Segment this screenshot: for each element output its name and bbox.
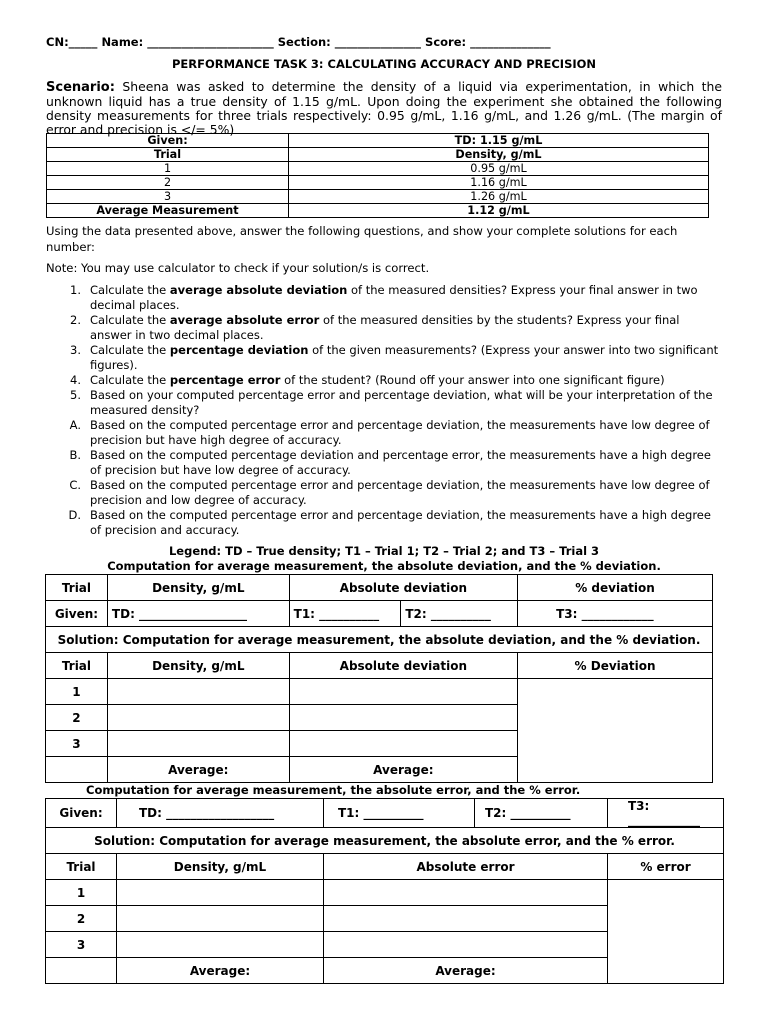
list-item: A. Based on the computed percentage error and percentage deviation, the measurements have low degree of precision but have high degree of accuracy. bbox=[69, 418, 710, 447]
table-row bbox=[46, 653, 713, 679]
deviation-caption: Computation for average measurement, the absolute deviation, and the % deviation. bbox=[107, 559, 661, 573]
list-item: 5. Based on your computed percentage error and percentage deviation, what will be your interpretation of the measured density? bbox=[70, 388, 713, 417]
header-density: Density, g/mL bbox=[107, 653, 289, 679]
average-label: Average: bbox=[117, 958, 324, 984]
table-row bbox=[47, 190, 709, 204]
trial-cell: 3 bbox=[47, 190, 289, 204]
table-row bbox=[46, 601, 713, 627]
table-row bbox=[47, 162, 709, 176]
header-pct-deviation: % Deviation bbox=[518, 653, 713, 679]
t3-field[interactable]: T3: ____________ bbox=[608, 799, 724, 828]
trial-cell: 1 bbox=[46, 880, 117, 906]
abs-deviation-input[interactable] bbox=[289, 731, 517, 757]
density-input[interactable] bbox=[107, 705, 289, 731]
legend: Legend: TD – True density; T1 – Trial 1; T2 – Trial 2; and T3 – Trial 3 bbox=[168, 544, 600, 558]
density-input[interactable] bbox=[107, 679, 289, 705]
list-item: C. Based on the computed percentage error and percentage deviation, the measurements have low degree of precision and low degree of accuracy. bbox=[69, 478, 710, 507]
table-row bbox=[46, 627, 713, 653]
scenario-text: Sheena was asked to determine the density of a liquid via experimentation, in which the unknown liquid has a true density of 1.15 g/mL. Upon doing the experiment she obtained the following density measurements for three trials respectively: 0.95 g/mL, 1.16 g/mL, and 1.26 g/mL. (The margin of error and precision is </= 5%) bbox=[46, 79, 722, 137]
given-label: Given: bbox=[46, 799, 117, 828]
t2-field[interactable]: T2: __________ bbox=[401, 601, 518, 627]
density-input[interactable] bbox=[117, 932, 324, 958]
density-input[interactable] bbox=[117, 880, 324, 906]
average-label: Average: bbox=[289, 757, 517, 783]
table-row bbox=[46, 880, 724, 906]
score-field[interactable]: Score: ______________ bbox=[425, 35, 551, 49]
pct-error-input[interactable] bbox=[608, 880, 724, 984]
td-field[interactable]: TD: __________________ bbox=[107, 601, 289, 627]
abs-error-input[interactable] bbox=[324, 880, 608, 906]
avg-value: 1.12 g/mL bbox=[289, 204, 709, 218]
td-field[interactable]: TD: __________________ bbox=[117, 799, 324, 828]
trial-cell: 1 bbox=[47, 162, 289, 176]
table-row bbox=[46, 854, 724, 880]
scenario bbox=[46, 80, 722, 137]
pct-deviation-input[interactable] bbox=[518, 679, 713, 783]
solution-heading: Solution: Computation for average measurement, the absolute deviation, and the % deviation. bbox=[46, 627, 713, 653]
header-trial: Trial bbox=[46, 653, 108, 679]
abs-deviation-input[interactable] bbox=[289, 679, 517, 705]
list-item: 3. Calculate the percentage deviation of the given measurements? (Express your answer into two significant figures). bbox=[70, 343, 719, 372]
trial-cell: 1 bbox=[46, 679, 108, 705]
list-item: 4. Calculate the percentage error of the student? (Round off your answer into one significant figure) bbox=[70, 373, 665, 387]
note: Note: You may use calculator to check if your solution/s is correct. bbox=[46, 261, 430, 275]
header-abs-deviation: Absolute deviation bbox=[289, 575, 517, 601]
header-abs-deviation: Absolute deviation bbox=[289, 653, 517, 679]
table-row bbox=[46, 575, 713, 601]
abs-error-input[interactable] bbox=[324, 906, 608, 932]
given-label: Given: bbox=[46, 601, 108, 627]
average-label: Average: bbox=[324, 958, 608, 984]
deviation-table bbox=[45, 574, 713, 783]
header-trial: Trial bbox=[46, 854, 117, 880]
list-item: B. Based on the computed percentage deviation and percentage error, the measurements have a high degree of precision but have low degree of accuracy. bbox=[69, 448, 711, 477]
header-abs-error: Absolute error bbox=[324, 854, 608, 880]
trial-cell: 2 bbox=[47, 176, 289, 190]
table-row bbox=[46, 828, 724, 854]
question-list bbox=[46, 283, 722, 538]
density-cell: 0.95 g/mL bbox=[289, 162, 709, 176]
table-row bbox=[47, 176, 709, 190]
table-row bbox=[47, 204, 709, 218]
header-pct-error: % error bbox=[608, 854, 724, 880]
abs-deviation-input[interactable] bbox=[289, 705, 517, 731]
trial-cell: 2 bbox=[46, 906, 117, 932]
given-label: Given: bbox=[47, 134, 289, 148]
density-input[interactable] bbox=[107, 731, 289, 757]
abs-error-input[interactable] bbox=[324, 932, 608, 958]
table-row bbox=[47, 148, 709, 162]
header-density: Density, g/mL bbox=[117, 854, 324, 880]
trial-cell: 2 bbox=[46, 705, 108, 731]
solution-heading: Solution: Computation for average measurement, the absolute error, and the % error. bbox=[46, 828, 724, 854]
page-title: PERFORMANCE TASK 3: CALCULATING ACCURACY AND PRECISION bbox=[171, 57, 597, 71]
scenario-label: Scenario: bbox=[46, 80, 115, 95]
avg-label: Average Measurement bbox=[47, 204, 289, 218]
name-field[interactable]: Name: ______________________ bbox=[101, 35, 274, 49]
error-caption: Computation for average measurement, the absolute error, and the % error. bbox=[86, 783, 581, 797]
true-density: TD: 1.15 g/mL bbox=[289, 134, 709, 148]
t3-field[interactable]: T3: ____________ bbox=[518, 601, 713, 627]
trial-cell: 3 bbox=[46, 731, 108, 757]
t1-field[interactable]: T1: __________ bbox=[324, 799, 475, 828]
table-row bbox=[46, 679, 713, 705]
table-row bbox=[47, 134, 709, 148]
header-line bbox=[46, 35, 722, 49]
list-item: 1. Calculate the average absolute deviation of the measured densities? Express your final answer in two decimal places. bbox=[70, 283, 698, 312]
col-density: Density, g/mL bbox=[289, 148, 709, 162]
error-table bbox=[45, 798, 724, 984]
cn-field[interactable]: CN:_____ bbox=[46, 35, 98, 49]
t2-field[interactable]: T2: __________ bbox=[475, 799, 608, 828]
given-table bbox=[46, 133, 709, 218]
average-label: Average: bbox=[107, 757, 289, 783]
t1-field[interactable]: T1: __________ bbox=[289, 601, 401, 627]
instructions: Using the data presented above, answer the following questions, and show your complete solutions for each number: bbox=[46, 224, 678, 254]
density-input[interactable] bbox=[117, 906, 324, 932]
density-cell: 1.26 g/mL bbox=[289, 190, 709, 204]
header-trial: Trial bbox=[46, 575, 108, 601]
density-cell: 1.16 g/mL bbox=[289, 176, 709, 190]
header-pct-deviation: % deviation bbox=[518, 575, 713, 601]
col-trial: Trial bbox=[47, 148, 289, 162]
table-row bbox=[46, 799, 724, 828]
trial-cell: 3 bbox=[46, 932, 117, 958]
header-density: Density, g/mL bbox=[107, 575, 289, 601]
section-field[interactable]: Section: _______________ bbox=[277, 35, 422, 49]
list-item: 2. Calculate the average absolute error of the measured densities by the students? Express your final answer in two decimal places. bbox=[70, 313, 680, 342]
list-item: D. Based on the computed percentage error and percentage deviation, the measurements have a high degree of precision and accuracy. bbox=[68, 508, 711, 537]
